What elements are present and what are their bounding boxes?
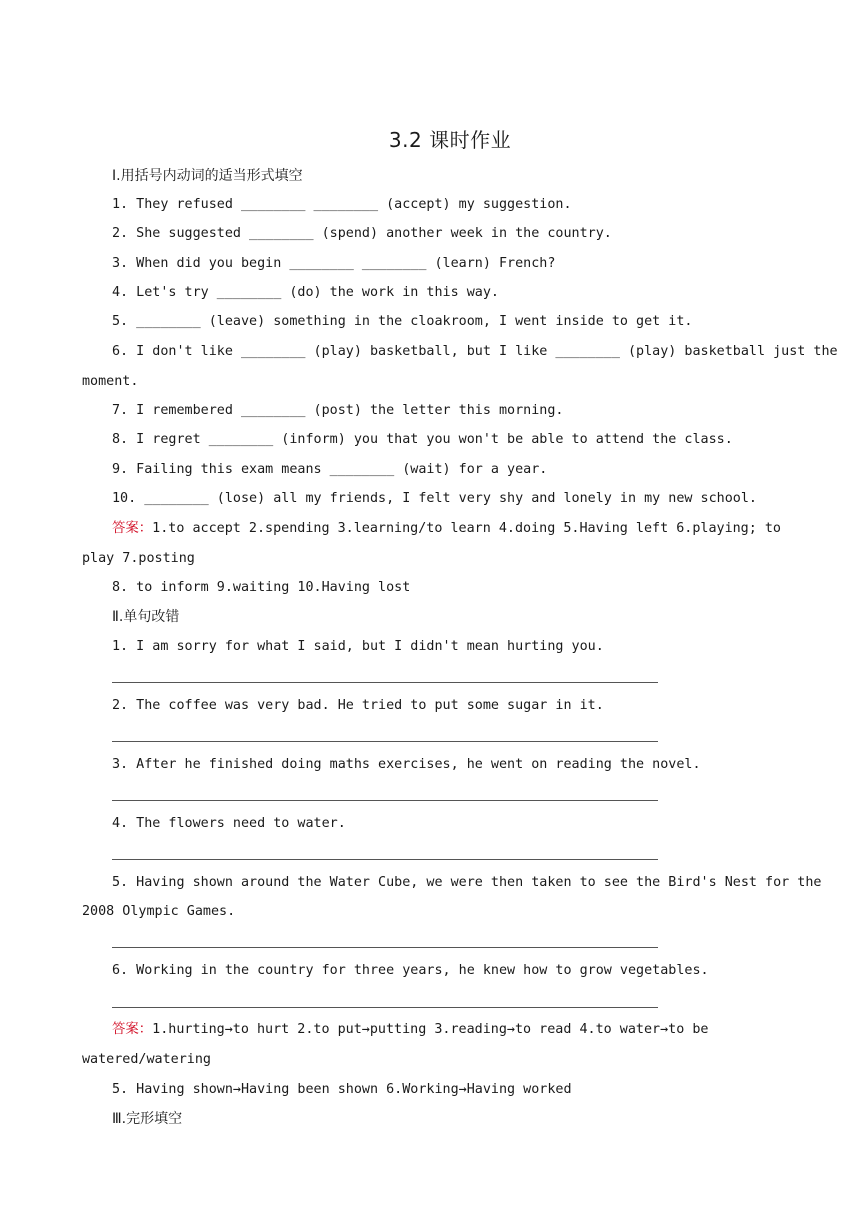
correction-item: 2. The coffee was very bad. He tried to put some sugar in it.: [112, 698, 604, 713]
answer-blank-line: [112, 741, 658, 742]
answer-blank-line: [112, 859, 658, 860]
exercise-item: 5. ________ (leave) something in the cloakroom, I went inside to get it.: [112, 314, 693, 329]
answer-blank-line: [112, 682, 658, 683]
answer-line-continuation: play 7.posting: [82, 551, 195, 566]
correction-item: 6. Working in the country for three years, he knew how to grow vegetables.: [112, 963, 709, 978]
answer-line: [112, 1020, 778, 1040]
page-title: 3.2 课时作业: [388, 128, 512, 152]
answer-blank-line: [112, 800, 658, 801]
answer-blank-line: [112, 1007, 658, 1008]
exercise-item: 9. Failing this exam means ________ (wait) for a year.: [112, 462, 548, 477]
answer-blank-line: [112, 947, 658, 948]
exercise-item: 7. I remembered ________ (post) the letter this morning.: [112, 403, 564, 418]
correction-item: 4. The flowers need to water.: [112, 816, 346, 831]
exercise-item: 3. When did you begin ________ ________ (learn) French?: [112, 256, 556, 271]
correction-item: 3. After he finished doing maths exercises, he went on reading the novel.: [112, 757, 701, 772]
correction-item-continuation: 2008 Olympic Games.: [82, 904, 236, 919]
answer-line: [112, 519, 781, 539]
exercise-item: 1. They refused ________ ________ (accept) my suggestion.: [112, 197, 572, 212]
answer-label: 答案：: [112, 1022, 153, 1037]
exercise-item: 2. She suggested ________ (spend) another week in the country.: [112, 226, 612, 241]
exercise-item: 10. ________ (lose) all my friends, I felt very shy and lonely in my new school.: [112, 491, 757, 506]
exercise-item-continuation: moment.: [82, 374, 139, 389]
answer-line: 5. Having shown→Having been shown 6.Working→Having worked: [112, 1082, 572, 1097]
section-1-heading: Ⅰ.用括号内动词的适当形式填空: [112, 168, 303, 184]
answer-text: 1.hurting→to hurt 2.to put→putting 3.reading→to read 4.to water→to be: [152, 1022, 709, 1037]
answer-line: 8. to inform 9.waiting 10.Having lost: [112, 580, 411, 595]
exercise-item: 6. I don't like ________ (play) basketball, but I like ________ (play) basketball just the: [112, 344, 838, 359]
answer-label: 答案：: [112, 521, 153, 536]
section-3-heading: Ⅲ.完形填空: [112, 1111, 183, 1127]
answer-line-continuation: watered/watering: [82, 1052, 211, 1067]
correction-item: 5. Having shown around the Water Cube, we were then taken to see the Bird's Nest for the: [112, 875, 822, 890]
correction-item: 1. I am sorry for what I said, but I didn't mean hurting you.: [112, 639, 604, 654]
answer-text: 1.to accept 2.spending 3.learning/to learn 4.doing 5.Having left 6.playing; to: [152, 521, 781, 536]
exercise-item: 4. Let's try ________ (do) the work in this way.: [112, 285, 499, 300]
section-2-heading: Ⅱ.单句改错: [112, 609, 180, 625]
exercise-item: 8. I regret ________ (inform) you that you won't be able to attend the class.: [112, 432, 733, 447]
